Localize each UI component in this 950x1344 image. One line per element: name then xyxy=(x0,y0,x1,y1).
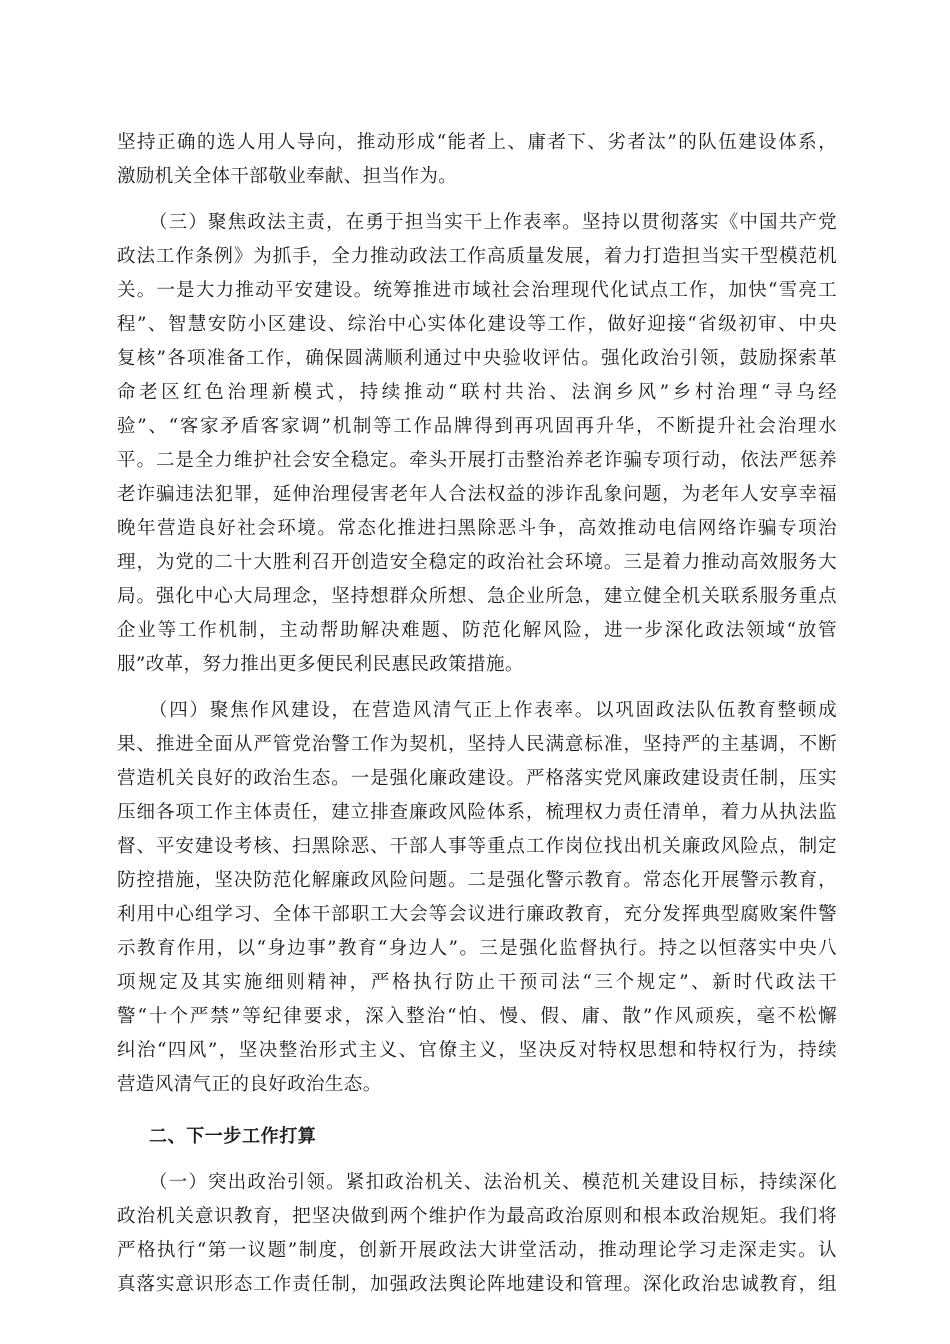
text-line: 激励机关全体干部敬业奉献、担当作为。 xyxy=(117,166,458,187)
text-line: 督、平安建设考核、扫黑除恶、干部人事等重点工作岗位找出机关廉政风险点，制定 xyxy=(117,836,837,857)
text-line: （三）聚焦政法主责，在勇于担当实干上作表率。坚持以贯彻落实《中国共产党 xyxy=(149,212,837,233)
text-line: （四）聚焦作风建设，在营造风清气正上作表率。以巩固政法队伍教育整顿成 xyxy=(149,700,837,721)
text-line: 营造机关良好的政治生态。一是强化廉政建设。严格落实党风廉政建设责任制，压实 xyxy=(117,768,837,789)
document-body xyxy=(117,126,837,1302)
text-line: 压细各项工作主体责任，建立排查廉政风险体系，梳理权力责任清单，着力从执法监 xyxy=(117,802,837,823)
text-line: 利用中心组学习、全体干部职工大会等会议进行廉政教育，充分发挥典型腐败案件警 xyxy=(117,904,837,925)
text-line: 示教育作用，以“身边事”教育“身边人”。三是强化监督执行。持之以恒落实中央八 xyxy=(117,938,837,959)
text-line: 验”、“客家矛盾客家调”机制等工作品牌得到再巩固再升华，不断提升社会治理水 xyxy=(117,416,837,437)
paragraph-section-4 xyxy=(117,694,837,1102)
text-line: （一）突出政治引领。紧扣政治机关、法治机关、模范机关建设目标，持续深化 xyxy=(149,1172,837,1193)
text-line: 真落实意识形态工作责任制，加强政法舆论阵地建设和管理。深化政治忠诚教育，组 xyxy=(117,1274,837,1295)
paragraph-continuation xyxy=(117,126,837,194)
text-line: 关。一是大力推动平安建设。统筹推进市域社会治理现代化试点工作，加快“雪亮工 xyxy=(117,280,837,301)
text-line: 政治机关意识教育，把坚决做到两个维护作为最高政治原则和根本政治规矩。我们将 xyxy=(117,1206,837,1227)
text-line: 理，为党的二十大胜利召开创造安全稳定的政治社会环境。三是着力推动高效服务大 xyxy=(117,552,837,573)
text-line: 项规定及其实施细则精神，严格执行防止干预司法“三个规定”、新时代政法干 xyxy=(117,972,837,993)
text-line: 政法工作条例》为抓手，全力推动政法工作高质量发展，着力打造担当实干型模范机 xyxy=(117,246,837,267)
text-line: 防控措施，坚决防范化解廉政风险问题。二是强化警示教育。常态化开展警示教育， xyxy=(117,870,837,891)
text-line: 晚年营造良好社会环境。常态化推进扫黑除恶斗争，高效推动电信网络诈骗专项治 xyxy=(117,518,837,539)
paragraph-next-step-1 xyxy=(117,1166,837,1302)
paragraph-gap xyxy=(117,194,837,206)
text-line: 营造风清气正的良好政治生态。 xyxy=(117,1074,382,1095)
paragraph-gap xyxy=(117,1154,837,1166)
text-line: 局。强化中心大局理念，坚持想群众所想、急企业所急，建立健全机关联系服务重点 xyxy=(117,586,837,607)
text-line: 纠治“四风”，坚决整治形式主义、官僚主义，坚决反对特权思想和特权行为，持续 xyxy=(117,1040,837,1061)
text-line: 警“十个严禁”等纪律要求，深入整治“怕、慢、假、庸、散”作风顽疾，毫不松懈 xyxy=(117,1006,837,1027)
text-line: 严格执行“第一议题”制度，创新开展政法大讲堂活动，推动理论学习走深走实。认 xyxy=(117,1240,837,1261)
text-line: 程”、智慧安防小区建设、综治中心实体化建设等工作，做好迎接“省级初审、中央 xyxy=(117,314,837,335)
text-line: 企业等工作机制，主动帮助解决难题、防范化解风险，进一步深化政法领域“放管 xyxy=(117,620,837,641)
paragraph-section-3 xyxy=(117,206,837,682)
text-line: 坚持正确的选人用人导向，推动形成“能者上、庸者下、劣者汰”的队伍建设体系， xyxy=(117,132,837,153)
section-heading xyxy=(117,1120,837,1154)
text-line: 平。二是全力维护社会安全稳定。牵头开展打击整治养老诈骗专项行动，依法严惩养 xyxy=(117,450,837,471)
paragraph-gap xyxy=(117,1102,837,1120)
text-line: 果、推进全面从严管党治警工作为契机，坚持人民满意标准，坚持严的主基调，不断 xyxy=(117,734,837,755)
text-line: 老诈骗违法犯罪，延伸治理侵害老年人合法权益的涉诈乱象问题，为老年人安享幸福 xyxy=(117,484,837,505)
text-line: 复核”各项准备工作，确保圆满顺利通过中央验收评估。强化政治引领，鼓励探索革 xyxy=(117,348,837,369)
heading-text: 二、下一步工作打算 xyxy=(149,1126,317,1147)
text-line: 服”改革，努力推出更多便民利民惠民政策措施。 xyxy=(117,654,524,675)
text-line: 命老区红色治理新模式，持续推动“联村共治、法润乡风”乡村治理“寻乌经 xyxy=(117,382,837,403)
paragraph-gap xyxy=(117,682,837,694)
